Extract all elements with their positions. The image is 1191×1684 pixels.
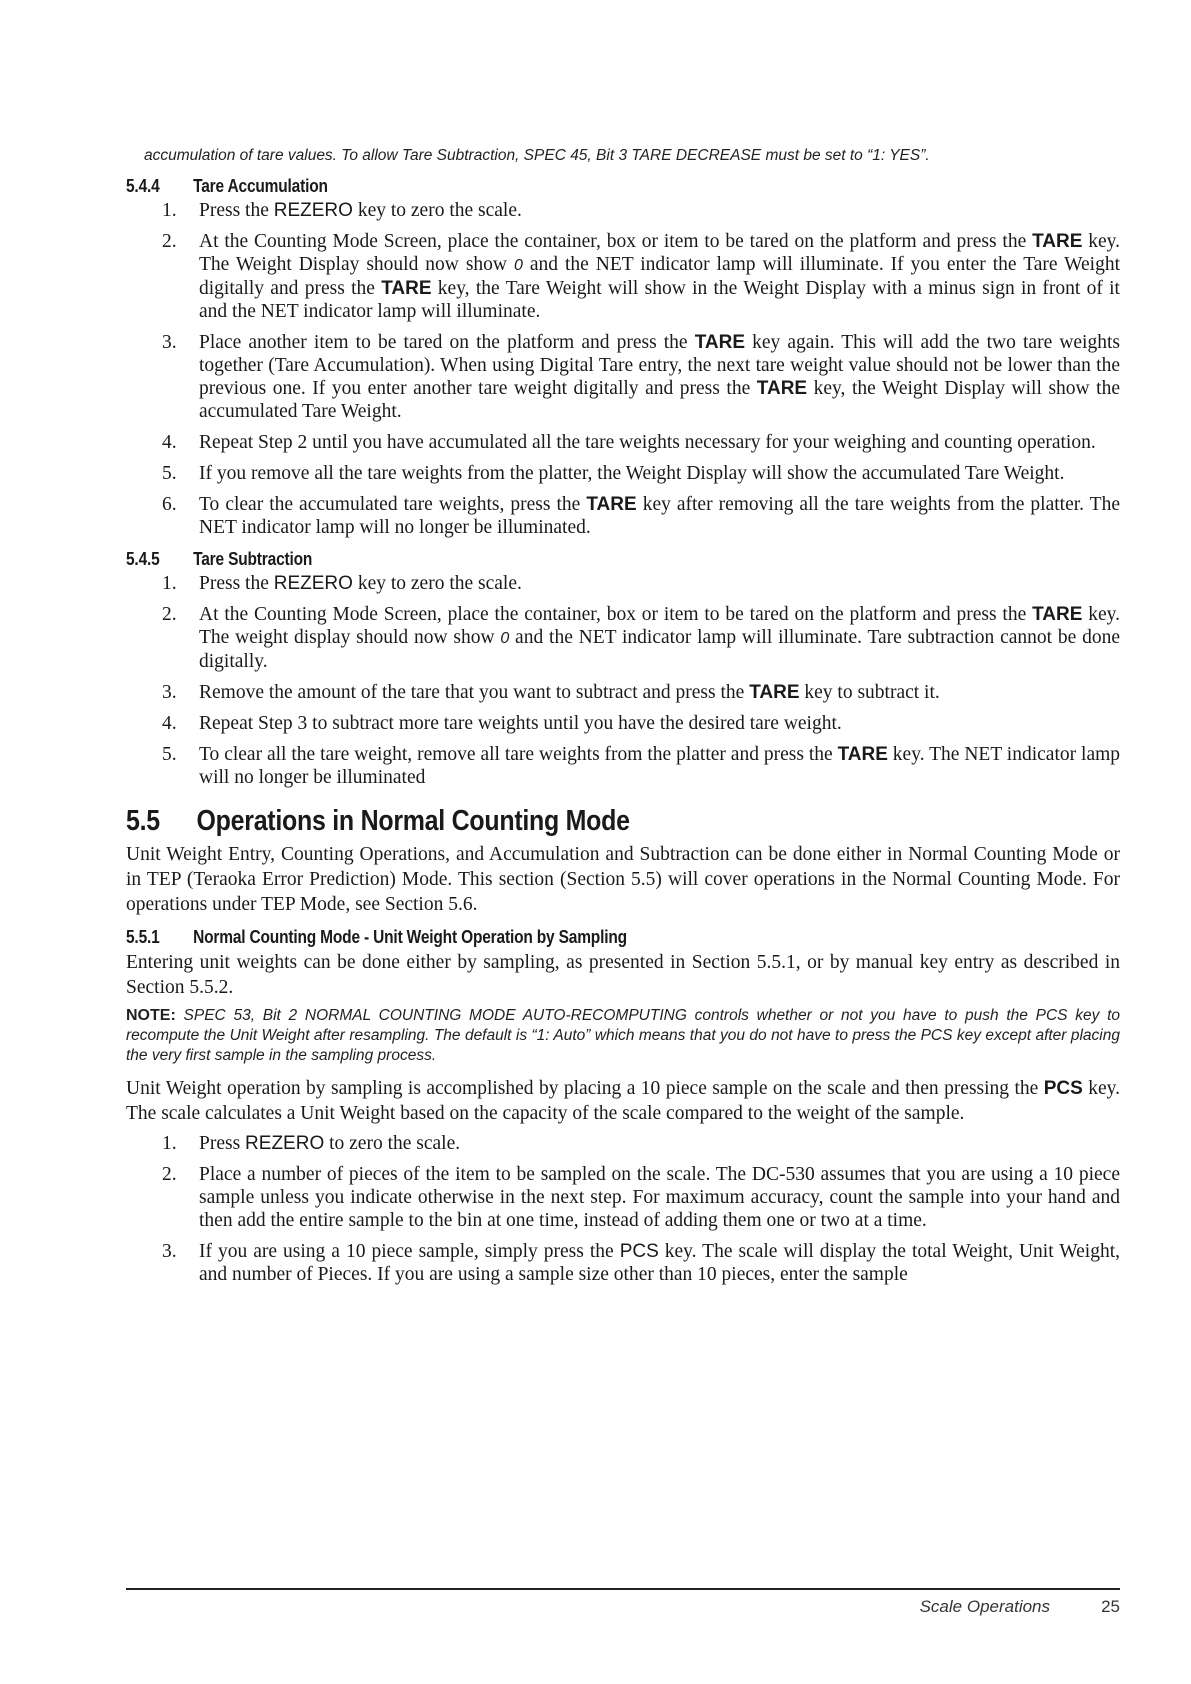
heading-title: Tare Subtraction [193, 549, 313, 569]
step-number: 2. [162, 604, 177, 625]
list-item: 3. Remove the amount of the tare that you want to subtract and press the TARE key to subtract it. [162, 682, 940, 703]
pcs-key-label: PCS [619, 1241, 659, 1262]
step-number: 3. [162, 1241, 177, 1262]
heading-5-4-4 [126, 176, 981, 197]
list-item: 4. Repeat Step 3 to subtract more tare weights until you have the desired tare weight. [162, 713, 842, 734]
step-number: 4. [162, 713, 177, 734]
sampling-steps [126, 1132, 1120, 1286]
tare-key-label: TARE [837, 744, 888, 765]
list-item: 2. At the Counting Mode Screen, place the container, box or item to be tared on the platform and press the TARE key. The Weight Display should now show 0 and the NET indicator lamp will illuminate. If you enter the Tare Weight digitally and press the TARE key, the Tare Weight will show in the Weight Display with a minus sign in front of it and the NET indicator lamp will illuminate. [162, 231, 1121, 322]
rezero-key-label: REZERO [273, 573, 353, 594]
step-number: 2. [162, 231, 177, 252]
list-item: 2. Place a number of pieces of the item to be sampled on the scale. The DC-530 assumes that you are using a 10 piece sample unless you indicate otherwise in the next step. For maximum accuracy, count the sample into your hand and then add the entire sample to the bin at one time, instead of adding them one or two at a time. [162, 1164, 1120, 1231]
tare-accumulation-steps [126, 199, 1120, 539]
step-number: 3. [162, 332, 177, 353]
zero-value: 0 [500, 630, 510, 647]
tare-key-label: TARE [749, 682, 800, 703]
heading-title: Tare Accumulation [193, 176, 328, 196]
sampling-paragraph: Unit Weight operation by sampling is accomplished by placing a 10 piece sample on the scale and then pressing the PCS key. The scale calculates a Unit Weight based on the capacity of the scale compared to the weight of the sample. [126, 1078, 1120, 1124]
step-number: 4. [162, 432, 177, 453]
step-number: 2. [162, 1164, 177, 1185]
heading-number: 5.4.5 [126, 549, 160, 569]
pcs-key-label: PCS [1043, 1078, 1083, 1099]
heading-5-5 [126, 805, 981, 838]
note-text: SPEC 53, Bit 2 NORMAL COUNTING MODE AUTO-RECOMPUTING controls whether or not you have to push the PCS key to recompute the Unit Weight after resampling. The default is “1: Auto” which means that you do not have to press the PCS key except after placing the very first sample in the sampling process. [126, 1007, 1120, 1064]
step-number: 5. [162, 463, 177, 484]
tare-key-label: TARE [756, 378, 808, 399]
list-item: 3. If you are using a 10 piece sample, simply press the PCS key. The scale will display the total Weight, Unit Weight, and number of Pieces. If you are using a sample size other than 10 pieces, enter the sample [162, 1241, 1120, 1285]
page-content [126, 146, 1120, 1294]
heading-5-4-5 [126, 549, 981, 570]
list-item: 6. To clear the accumulated tare weights, press the TARE key after removing all the tare weights from the platter. The NET indicator lamp will no longer be illuminated. [162, 494, 1120, 538]
list-item: 2. At the Counting Mode Screen, place the container, box or item to be tared on the platform and press the TARE key. The weight display should now show 0 and the NET indicator lamp will illuminate. Tare subtraction cannot be done digitally. [162, 604, 1121, 672]
tare-key-label: TARE [1032, 231, 1083, 252]
heading-number: 5.5.1 [126, 927, 160, 947]
zero-value: 0 [513, 257, 523, 274]
heading-5-5-1 [126, 927, 981, 948]
step-number: 3. [162, 682, 177, 703]
list-item: 1. Press the REZERO key to zero the scale. [162, 200, 522, 221]
list-item: 5. To clear all the tare weight, remove all tare weights from the platter and press the TARE key. The NET indicator lamp will no longer be illuminated [162, 744, 1121, 788]
heading-title: Normal Counting Mode - Unit Weight Operation by Sampling [193, 927, 627, 947]
unit-weight-intro-paragraph: Entering unit weights can be done either by sampling, as presented in Section 5.5.1, or by manual key entry as described in Section 5.5.2. [126, 952, 1120, 998]
page-number: 25 [1101, 1597, 1120, 1616]
tare-key-label: TARE [586, 494, 637, 515]
step-number: 1. [162, 573, 177, 594]
heading-number: 5.5 [126, 805, 160, 837]
section-intro-paragraph: Unit Weight Entry, Counting Operations, and Accumulation and Subtraction can be done either in Normal Counting Mode or in TEP (Teraoka Error Prediction) Mode. This section (Section 5.5) will cover operations in the Normal Counting Mode. For operations under TEP Mode, see Section 5.6. [126, 844, 1120, 915]
tare-key-label: TARE [694, 332, 746, 353]
list-item: 4. Repeat Step 2 until you have accumulated all the tare weights necessary for your weighing and counting operation. [162, 432, 1096, 453]
list-item: 1. Press the REZERO key to zero the scale. [162, 573, 522, 594]
step-number: 5. [162, 744, 177, 765]
list-item: 5. If you remove all the tare weights from the platter, the Weight Display will show the accumulated Tare Weight. [162, 463, 1065, 484]
carry-over-note: accumulation of tare values. To allow Tare Subtraction, SPEC 45, Bit 3 TARE DECREASE must be set to “1: YES”. [144, 147, 930, 164]
tare-key-label: TARE [1032, 604, 1083, 625]
step-number: 1. [162, 200, 177, 221]
rezero-key-label: REZERO [245, 1133, 325, 1154]
tare-key-label: TARE [381, 278, 432, 299]
footer-section-title: Scale Operations [919, 1597, 1050, 1616]
footer-divider [126, 1588, 1120, 1590]
note-label: NOTE: [126, 1007, 176, 1024]
step-number: 1. [162, 1133, 177, 1154]
list-item: 1. Press REZERO to zero the scale. [162, 1133, 461, 1154]
heading-number: 5.4.4 [126, 176, 160, 196]
step-number: 6. [162, 494, 177, 515]
rezero-key-label: REZERO [273, 200, 353, 221]
heading-title: Operations in Normal Counting Mode [196, 805, 630, 837]
list-item: 3. Place another item to be tared on the platform and press the TARE key again. This will add the two tare weights together (Tare Accumulation). When using Digital Tare entry, the next tare weight value should not be lower than the previous one. If you enter another tare weight digitally and press the TARE key, the Weight Display will show the accumulated Tare Weight. [162, 332, 1120, 422]
note-paragraph [126, 1006, 1120, 1066]
tare-subtraction-steps [126, 572, 1120, 789]
